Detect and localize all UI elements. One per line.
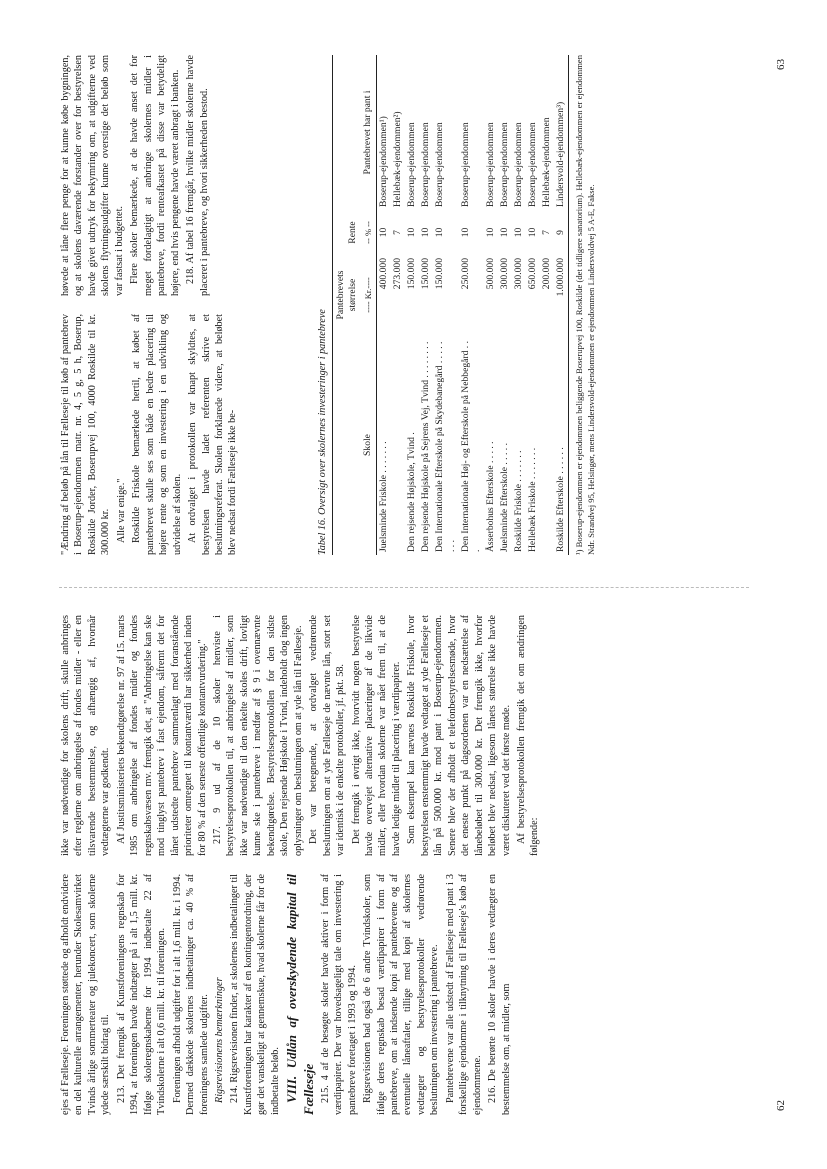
paragraph: Det fremgik i øvrigt ikke, hvorvidt nogen bestyrelse havde overvejet alternative placeringer af de likvide midler, eller hvordan skolerne var nået frem til, at de havde ledige midler til placering i værdipapirer. — [350, 614, 402, 856]
cell-pant: Boserup-ejendommen — [459, 121, 470, 207]
page-63-column-2 — [59, 55, 309, 296]
page-number: 63 — [774, 58, 787, 70]
paragraph: høvede at låne flere penge for at kunne købe bygningen, og at skolens daværende forstander over for bestyrelsen havde givet udtryk for bekymring om, at udgifterne ved skolens flytningsudgifter kunne overstige det beløb som var fastsat i budgettet. — [59, 54, 125, 296]
header-skole: Skole — [332, 335, 376, 555]
cell-beloeb: 150.000 — [419, 257, 431, 289]
cell-beloeb: 150.000 — [405, 257, 417, 289]
paragraph: Foreningen afholdt udgifter for i alt 1,6 mill. kr. i 1994. Dermed dækkede skolernes indbetalinger ca. 40 % af foreningens samlede udgifter. — [171, 873, 210, 1115]
cell-beloeb: 200.000 — [540, 257, 552, 289]
section-heading-viii: VIII. Udlån af overskydende kapital til Fælleseje — [283, 873, 315, 1115]
table-row — [376, 55, 390, 555]
table-row — [484, 55, 498, 555]
paragraph-216: 216. De berørte 10 skoler havde i deres vedtægter en bestemmelse om, at midler, som — [486, 873, 512, 1115]
table-row — [512, 55, 526, 555]
page-63-column-1 — [59, 314, 309, 555]
unit-kr: ---- Kr.---- — [360, 255, 375, 335]
cell-beloeb: 400.000 — [377, 257, 389, 289]
cell-pant: Boserup-ejendommen — [433, 121, 445, 207]
cell-skole: Den rejsende Højskole, Tvind . — [405, 431, 417, 552]
table-row — [432, 55, 458, 555]
cell-pant: Hellebæk-ejendommen²) — [391, 110, 403, 207]
cell-rente: 10 — [459, 227, 470, 237]
paragraph: ikke var nødvendige for skolens drift, skulle anbringes efter reglerne om anbringelse af fondes midler - eller en tilsvarende bestemmelse, og afhængig af, hvornår vedtægterne var godkendt. — [59, 614, 111, 856]
table-16-block — [309, 55, 597, 555]
cell-beloeb: 650.000 — [526, 257, 538, 289]
paragraph-213: 213. Det fremgik af Kunstforeningens regnskab for 1994, at foreningen havde indtægter på i alt 1,5 mill. kr. Ifølge skoleregnskaberne for 1994 indbetalte 22 af Tvindskolerne i alt 0,6 mill. kr. til foreningen. — [115, 873, 167, 1115]
cell-rente: 7 — [391, 229, 403, 235]
cell-rente: 10 — [498, 227, 510, 237]
subheading-rigsrevisionens: Rigsrevisionens bemærkninger — [213, 976, 225, 1103]
cell-skole: Roskilde Efterskole . . . . . . — [554, 335, 568, 555]
paragraph-quote: "Ændring af beløb på lån til Fælleseje til køb af pantebrev i Boserup-ejendommen matr. nr. 4, 5 g, 5 h, Boserup, Roskilde Jorder, Boserupvej 100, 4000 Roskilde til kr. 300.000 kr. — [59, 313, 111, 555]
cell-pant: Hellebæk-ejendommen — [540, 116, 552, 207]
cell-pant: Boserup-ejendommen — [419, 121, 431, 207]
paragraph-214: 214. Rigsrevisionen finder, at skolernes indbetalinger til Kunstforeningen har karakter af en kontingentordning, der gør det vanskeligt at gennemskue, hvad skolerne får for de indbetalte beløb. — [228, 873, 281, 1115]
cell-rente: 10 — [512, 227, 524, 237]
cell-rente: 10 — [377, 227, 389, 237]
paragraph: Det var betegnende, at ordvalget vedrørende beslutningen om at yde Fælleseje de nævnte lån, stort set var identisk i de enkelte protokoller, jf. pkt. 58. — [307, 614, 346, 856]
paragraph: At ordvalget i protokollen var knapt skyldtes, at bestyrelsen havde ladet referenten skrive et beslutningsreferat. Skolen forklarede videre, at beløbet blev nedsat fordi Fælleseje ikke be- — [186, 313, 238, 555]
cell-beloeb: 300.000 — [498, 257, 510, 289]
cell-skole: Roskilde Friskole . . . . . . . — [512, 449, 524, 552]
table-footnote: ¹) Boserup-ejendommen er ejendommen beliggende Boserupvej 100, Roskilde (det tidligere sanatorium). Hellebæk-ejendommen er ejendommen Ndr. Strandvej 95, Helsingør, mens Lindersvold-ejendommen er ejendommen Lindersvoldvej 5 A-E, Fakse. — [573, 54, 596, 555]
cell-rente: 9 — [554, 210, 568, 255]
cell-skole — [540, 335, 554, 555]
cell-beloeb: 500.000 — [484, 257, 496, 289]
table-row — [458, 55, 484, 555]
table-row — [418, 55, 432, 555]
investments-table — [332, 55, 569, 555]
cell-pant: Boserup-ejendommen¹) — [377, 115, 389, 207]
paragraph-217: 217. 9 ud af de 10 skoler henviste i bestyrelsesprotokollen til, at anbringelse af midler, som ikke var nødvendige til den enkelte skoles drift, lovligt kunne ske i pantebreve i medfør af § 9 i ovennævnte bekendtgørelse. Bestyrelsesprotokollen for den sidste skole, Den rejsende Højskole i Tvind, indeholdt dog ingen oplysninger om beslutningen om at yde lån til Fælleseje. — [211, 614, 304, 856]
table-row — [526, 55, 540, 555]
cell-rente: 10 — [526, 227, 538, 237]
cell-skole: Åsserbohus Efterskole . . . . . — [484, 440, 496, 552]
header-stoerrelse: Pantebrevets størrelse — [332, 255, 360, 335]
table-row — [540, 55, 554, 555]
page-number: 62 — [774, 1099, 787, 1111]
unit-pct: -- % -- — [360, 210, 375, 255]
paragraph-218: 218. Af tabel 16 fremgår, hvilke midler skolerne havde placeret i pantebreve, og hvori sikkerheden bestod. — [184, 54, 210, 296]
cell-pant: Lindersvold-ejendommen³) — [554, 55, 568, 210]
cell-rente: 10 — [419, 227, 431, 237]
cell-beloeb: 250.000 — [459, 257, 470, 289]
cell-pant: Boserup-ejendommen — [484, 121, 496, 207]
header-pant: Pantebrevet har pant i — [332, 55, 376, 210]
cell-pant: Boserup-ejendommen — [526, 121, 538, 207]
cell-beloeb: 300.000 — [512, 257, 524, 289]
cell-rente: 10 — [484, 227, 496, 237]
cell-pant: Boserup-ejendommen — [405, 121, 417, 207]
gutter-divider — [59, 586, 749, 588]
table-row — [554, 55, 568, 555]
cell-pant: Boserup-ejendommen — [498, 121, 510, 207]
cell-skole — [390, 335, 404, 555]
page-62-column-1 — [59, 874, 759, 1115]
page-62 — [19, 585, 809, 1145]
paragraph-215: 215. 4 af de besøgte skoler havde aktiver i form af værdipapirer. Der var hovedsageligt tale om investering i pantebreve foretaget i 1993 og 1994. — [319, 873, 358, 1115]
cell-rente: 10 — [433, 227, 445, 237]
cell-rente: 7 — [540, 229, 552, 235]
table-row — [498, 55, 512, 555]
paragraph: Som eksempel kan nævnes Roskilde Friskole, hvor bestyrelsen enstemmigt havde vedtaget at yde Fælleseje et lån på 500.000 kr. mod pant i Boserup-ejendommen. Senere blev der afholdt et telefonbestyrelsesmøde, hvor det eneste punkt på dagsordenen var en nedsættelse af lånebeløbet til 300.000 kr. Det fremgik ikke, hvorfor beløbet blev nedsat, ligesom lånets størrelse ikke havde været diskuteret ved det første møde. — [405, 614, 511, 856]
cell-skole: Den Internationale Efterskole på Skydebanegård . . . . . . . . — [433, 341, 457, 552]
cell-beloeb: 273.000 — [391, 257, 403, 289]
table-title: Tabel 16. Oversigt over skolernes investeringer i pantebreve — [316, 308, 328, 555]
cell-pant: Boserup-ejendommen — [512, 121, 524, 207]
cell-rente: 10 — [405, 227, 417, 237]
paragraph: Rigsrevisionen bad også de 6 andre Tvindskoler, som ifølge deres regnskab besad værdipapirer i form af pantebreve, om at indsende kopi af pantebrevene og af eventuelle låneaftaler, tillige med kopi af skolernes vedtægter og bestyrelsesprotokoller vedrørende beslutningen om investering i pantebreve. — [361, 873, 440, 1115]
cell-skole: Den rejsende Højskole på Sejrens Vej, Tvind . . . . . . . . — [419, 341, 431, 552]
paragraph: Af Justitsministeriets bekendtgørelse nr. 97 af 15. marts 1985 om anbringelse af fondes midler og fondes regnskabsvæsen mv. fremgik det, at "Anbringelse kan ske mod tinglyst pantebrev i fast ejendom, såfremt det for lånet udstedte pantebrev sammenlagt med foranstående prioriteter omregnet til kontantværdi har sikkerhed inden for 80 % af den seneste offentlige kontantvurdering." — [115, 614, 208, 856]
table-row — [404, 55, 418, 555]
cell-skole: Juelsminde Friskole . . . . . . . — [377, 440, 389, 552]
paragraph: ejes af Fælleseje. Foreningen støttede og afholdt endvidere en del kulturelle arrangementer, herunder Skolesamvirket Tvinds årlige sommerteater og julekoncert, som skolerne ydede særskilt bidrag til. — [59, 873, 111, 1115]
table-header-row — [332, 55, 360, 555]
page-63 — [19, 25, 809, 585]
header-rente: Rente — [332, 210, 360, 255]
paragraph: Flere skoler bemærkede, at de havde anset det for meget fordelagtigt at anbringe skolernes midler i pantebreve, fordi renteafkastet på disse var betydeligt højere, end hvis pengene havde været anbragt i banken. — [128, 54, 181, 296]
cell-beloeb: 1.000.000 — [554, 255, 568, 335]
rotated-book-spread — [19, 25, 809, 1145]
cell-skole: Hellebæk Friskole . . . . . . . — [526, 447, 538, 552]
paragraph: Af bestyrelsesprotokollen fremgik det om ændringen følgende: — [515, 614, 540, 856]
cell-beloeb: 150.000 — [433, 257, 445, 289]
paragraph: Alle var enige." — [115, 478, 127, 543]
cell-skole: Den Internationale Høj- og Efterskole på Nebbegård . . . — [459, 340, 482, 552]
table-row — [390, 55, 404, 555]
page-62-column-2 — [59, 615, 759, 856]
paragraph: Pantebrevene var alle udstedt af Fælleseje med pant i 3 forskellige ejendomme i tilknytning til Fælleseje's køb af ejendommene. — [444, 873, 483, 1115]
paragraph: Roskilde Friskole bemærkede hertil, at købet af pantebrevet skulle ses som både en bedre placering til højere rente og som en investering i en udvikling og udvidelse af skolen. — [130, 313, 183, 555]
table-body — [376, 55, 569, 555]
cell-skole: Juelsminde Efterskole . . . . . — [498, 442, 510, 552]
